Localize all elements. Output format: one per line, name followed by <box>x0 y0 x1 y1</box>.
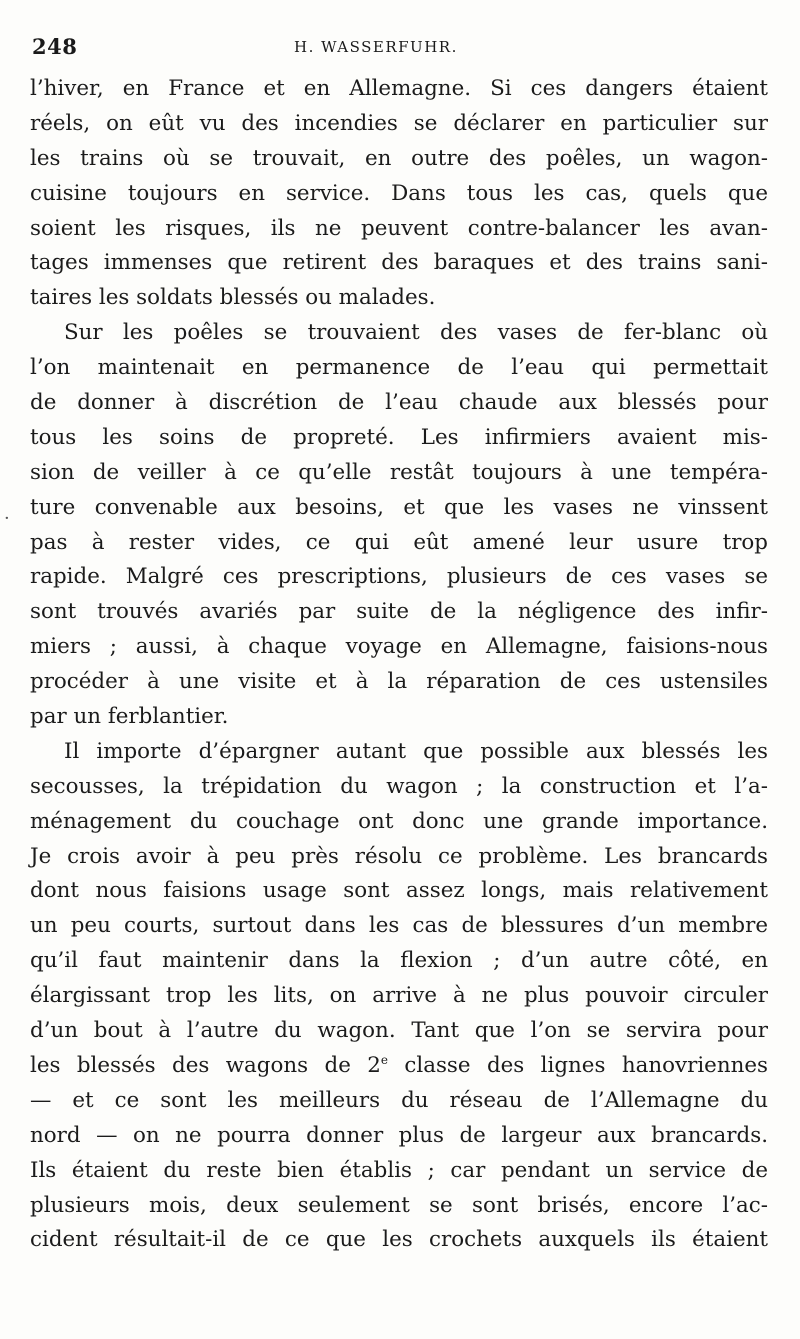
text-line: élargissant trop les lits, on arrive à ne plus pouvoir circuler <box>30 983 768 1009</box>
paragraph-start-line: Sur les poêles se trouvaient des vases de fer-blanc où <box>64 320 768 346</box>
text-line: soient les risques, ils ne peuvent contre-balancer les avan- <box>30 215 768 241</box>
text-line-with-superscript <box>30 1049 768 1084</box>
text-line: un peu courts, surtout dans les cas de blessures d’un membre <box>30 913 768 939</box>
text-line: réels, on eût vu des incendies se déclarer en particulier sur <box>30 110 768 136</box>
text-line: tages immenses que retirent des baraques et des trains sani- <box>30 250 768 276</box>
text-line: de donner à discrétion de l’eau chaude aux blessés pour <box>30 390 768 416</box>
text-line: cident résultait-il de ce que les crochets auxquels ils étaient <box>30 1227 768 1253</box>
text-line: d’un bout à l’autre du wagon. Tant que l’on se servira pour <box>30 1018 768 1044</box>
text-line: ménagement du couchage ont donc une grande importance. <box>30 808 768 834</box>
text-segment: les blessés des wagons de 2 <box>30 1052 381 1078</box>
body-text <box>30 72 768 1258</box>
text-line: Je crois avoir à peu près résolu ce problème. Les brancards <box>30 843 768 869</box>
text-line: Ils étaient du reste bien établis ; car pendant un service de <box>30 1157 768 1183</box>
text-line: qu’il faut maintenir dans la flexion ; d’un autre côté, en <box>30 948 768 974</box>
text-line: taires les soldats blessés ou malades. <box>30 285 436 311</box>
text-line: tous les soins de propreté. Les infirmiers avaient mis- <box>30 424 768 450</box>
text-line: l’hiver, en France et en Allemagne. Si ces dangers étaient <box>30 76 768 101</box>
text-segment: classe des lignes hanovriennes <box>387 1052 769 1078</box>
text-line: — et ce sont les meilleurs du réseau de l’Allemagne du <box>30 1087 768 1113</box>
text-line: sion de veiller à ce qu’elle restât toujours à une tempéra- <box>30 459 768 485</box>
text-line: les trains où se trouvait, en outre des poêles, un wagon- <box>30 145 768 171</box>
text-line: nord — on ne pourra donner plus de largeur aux brancards. <box>30 1122 768 1148</box>
text-line: miers ; aussi, à chaque voyage en Allemagne, faisions-nous <box>30 634 768 660</box>
text-line: cuisine toujours en service. Dans tous les cas, quels que <box>30 180 768 206</box>
page-number: 248 <box>32 34 78 59</box>
text-line: procéder à une visite et à la réparation de ces ustensiles <box>30 669 768 695</box>
text-line: plusieurs mois, deux seulement se sont brisés, encore l’ac- <box>30 1192 768 1218</box>
text-line: secousses, la trépidation du wagon ; la construction et l’a- <box>30 773 768 799</box>
text-line: pas à rester vides, ce qui eût amené leur usure trop <box>30 529 768 555</box>
paragraph-start-line: Il importe d’épargner autant que possible aux blessés les <box>64 738 768 764</box>
margin-dot: · <box>4 508 10 529</box>
superscript: e <box>380 1052 388 1067</box>
text-line: l’on maintenait en permanence de l’eau qui permettait <box>30 355 768 381</box>
text-line: ture convenable aux besoins, et que les vases ne vinssent <box>30 494 768 520</box>
running-head: H. WASSERFUHR. <box>294 38 458 56</box>
text-line: rapide. Malgré ces prescriptions, plusieurs de ces vases se <box>30 564 768 590</box>
text-line: par un ferblantier. <box>30 704 229 730</box>
text-line: dont nous faisions usage sont assez longs, mais relativement <box>30 878 768 904</box>
text-line: sont trouvés avariés par suite de la négligence des infir- <box>30 599 768 625</box>
page-header <box>32 34 752 64</box>
